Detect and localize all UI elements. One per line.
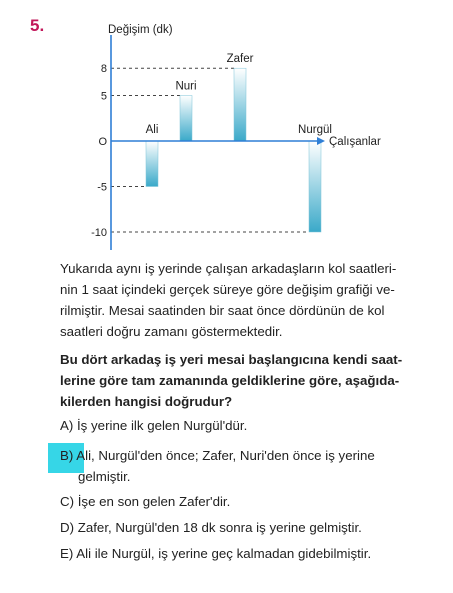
- paragraph-line: Yukarıda aynı iş yerinde çalışan arkadaşların kol saatleri-: [60, 261, 397, 276]
- paragraph-line: rilmiştir. Mesai saatinden bir saat önce dördünün de kol: [60, 303, 385, 318]
- question-prompt: [60, 349, 435, 412]
- paragraph-line: nin 1 saat içindeki gerçek süreye göre değişim grafiği ve-: [60, 282, 395, 297]
- category-label: Nurgül: [298, 124, 332, 136]
- bar-nurgül: [309, 141, 321, 232]
- bar-nuri: [180, 96, 192, 142]
- bar-zafer: [234, 68, 246, 141]
- problem-paragraph: [60, 258, 435, 342]
- question-line: lerine göre tam zamanında geldiklerine göre, aşağıda-: [60, 373, 400, 388]
- option-b[interactable]: [60, 445, 435, 487]
- option-b-line1: B) Ali, Nurgül'den önce; Zafer, Nuri'den önce iş yerine: [60, 448, 375, 463]
- y-tick-label: -10: [91, 227, 107, 239]
- category-label: Zafer: [226, 53, 254, 66]
- option-b-line2: gelmiştir.: [78, 469, 131, 484]
- y-tick-label: 8: [100, 63, 107, 76]
- bar-chart: [0, 0, 453, 260]
- y-tick-label: -5: [97, 181, 107, 194]
- paragraph-line: saatleri doğru zamanı göstermektedir.: [60, 324, 283, 339]
- question-number: 5.: [30, 16, 45, 35]
- y-tick-label: 5: [100, 90, 107, 103]
- x-axis-label: Çalışanlar: [329, 136, 381, 148]
- category-label: Ali: [145, 124, 159, 136]
- option-e[interactable]: E) Ali ile Nurgül, iş yerine geç kalmadan gidebilmiştir.: [60, 546, 372, 561]
- question-line: Bu dört arkadaş iş yeri mesai başlangıcına kendi saat-: [60, 352, 403, 367]
- question-line: kilerden hangisi doğrudur?: [60, 394, 233, 409]
- option-c[interactable]: C) İşe en son gelen Zafer'dir.: [60, 494, 231, 509]
- y-axis-label: Değişim (dk): [108, 24, 173, 36]
- option-a[interactable]: A) İş yerine ilk gelen Nurgül'dür.: [60, 418, 248, 433]
- y-tick-label: O: [98, 136, 107, 148]
- bar-ali: [146, 141, 158, 187]
- category-label: Nuri: [175, 80, 197, 93]
- option-d[interactable]: D) Zafer, Nurgül'den 18 dk sonra iş yerine gelmiştir.: [60, 520, 362, 535]
